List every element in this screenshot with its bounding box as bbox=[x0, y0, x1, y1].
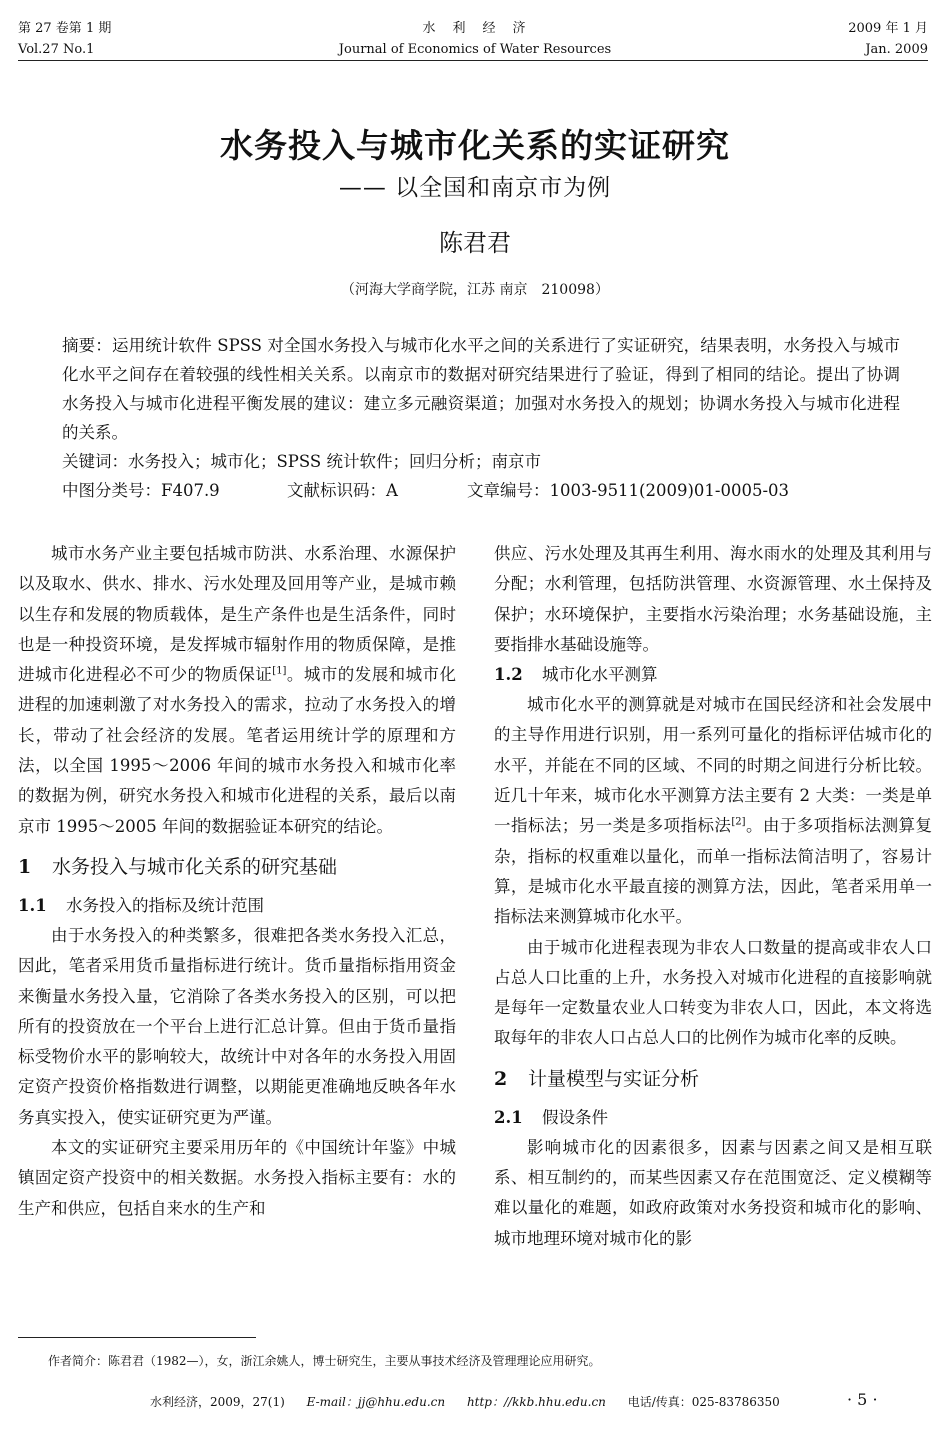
paragraph-text: 城市化水平的测算就是对城市在国民经济和社会发展中的主导作用进行识别，用一系列可量化的指标评估城市化的水平，并能在不同的区域、不同的时期之间进行分析比较。近几十年来，城市化水平测算方法主要有 2 大类：一类是单一指标法；另一类是多项指标法 bbox=[494, 695, 932, 836]
page-number: · 5 · bbox=[847, 1390, 878, 1409]
paragraph: 供应、污水处理及其再生利用、海水雨水的处理及其利用与分配；水利管理，包括防洪管理、水资源管理、水土保持及保护；水环境保护，主要指水污染治理；水务基础设施，主要指排水基础设施等。 bbox=[494, 544, 932, 654]
issue-date-cn: 2009 年 1 月 bbox=[848, 21, 928, 36]
clc-number: 中图分类号：F407.9 bbox=[62, 481, 220, 500]
paper-title: 水务投入与城市化关系的实证研究 bbox=[220, 126, 730, 165]
citation-ref: [2] bbox=[731, 816, 746, 828]
section-title: 计量模型与实证分析 bbox=[528, 1067, 700, 1090]
subsection-heading bbox=[18, 891, 456, 921]
paragraph: 由于城市化进程表现为非农人口数量的提高或非农人口占总人口比重的上升，水务投入对城市化进程的直接影响就是每年一定数量农业人口转变为非农人口，因此，本文将选取每年的非农人口占总人口的比例作为城市化率的反映。 bbox=[494, 937, 932, 1048]
header-rule bbox=[18, 60, 928, 61]
issue-date-en: Jan. 2009 bbox=[865, 42, 928, 57]
paragraph-text: 城市水务产业主要包括城市防洪、水系治理、水源保护以及取水、供水、排水、污水处理及回用等产业，是城市赖以生存和发展的物质载体，是生产条件也是生活条件，同时也是一种投资环境，是发挥城市辐射作用的物质保障，是推进城市化进程必不可少的物质保证 bbox=[18, 544, 456, 685]
section-heading bbox=[494, 1064, 932, 1094]
phone-fax: 电话/传真：025-83786350 bbox=[627, 1395, 780, 1409]
journal-url: http：//kkb.hhu.edu.cn bbox=[466, 1395, 606, 1409]
section-number: 1 bbox=[18, 855, 32, 878]
document-code: 文献标识码：A bbox=[287, 481, 398, 500]
subsection-title: 假设条件 bbox=[542, 1107, 608, 1127]
paper-subtitle: —— 以全国和南京市为例 bbox=[338, 175, 612, 201]
footnote-rule bbox=[18, 1337, 256, 1338]
abstract-text: 摘要：运用统计软件 SPSS 对全国水务投入与城市化水平之间的关系进行了实证研究，结果表明，水务投入与城市化水平之间存在着较强的线性相关关系。以南京市的数据对研究结果进行了验证，得到了相同的结论。提出了协调水务投入与城市化进程平衡发展的建议：建立多元融资渠道；加强对水务投入的规划；协调水务投入与城市化进程的关系。 bbox=[62, 336, 900, 442]
paragraph: 影响城市化的因素很多，因素与因素之间又是相互联系、相互制约的，而某些因素又存在范围宽泛、定义模糊等难以量化的难题，如政府政策对水务投资和城市化的影响、城市地理环境对城市化的影 bbox=[494, 1137, 932, 1248]
subsection-number: 1.1 bbox=[18, 895, 47, 915]
classification-row bbox=[62, 476, 900, 505]
author-name: 陈君君 bbox=[439, 229, 511, 257]
subsection-number: 2.1 bbox=[494, 1107, 523, 1127]
subsection-title: 城市化水平测算 bbox=[542, 665, 658, 685]
email-text: E-mail：jj@hhu.edu.cn bbox=[306, 1395, 446, 1409]
body-left-column bbox=[18, 539, 456, 1224]
subsection-heading bbox=[494, 660, 932, 690]
journal-name-en: Journal of Economics of Water Resources bbox=[338, 42, 612, 57]
page-footer bbox=[150, 1393, 780, 1411]
section-heading bbox=[18, 852, 456, 882]
volume-issue-cn: 第 27 卷第 1 期 bbox=[18, 21, 112, 36]
paragraph: 本文的实证研究主要采用历年的《中国统计年鉴》中城镇固定资产投资中的相关数据。水务投入指标主要有：水的生产和供应，包括自来水的生产和 bbox=[18, 1138, 456, 1218]
abstract-block bbox=[62, 331, 900, 505]
body-right-column bbox=[494, 539, 932, 1254]
volume-issue-en: Vol.27 No.1 bbox=[18, 42, 95, 57]
subsection-title: 水务投入的指标及统计范围 bbox=[66, 895, 264, 915]
citation-line: 水利经济，2009，27(1) bbox=[150, 1395, 285, 1409]
paragraph bbox=[494, 690, 932, 932]
paragraph bbox=[18, 539, 456, 842]
section-number: 2 bbox=[494, 1067, 508, 1090]
subsection-heading bbox=[494, 1103, 932, 1133]
paragraph-text: 。由于多项指标法测算复杂，指标的权重难以量化，而单一指标法简洁明了，容易计算，是城市化水平最直接的测算方法，因此，笔者采用单一指标法来测算城市化水平。 bbox=[494, 816, 932, 927]
author-footnote: 作者简介：陈君君（1982—），女，浙江余姚人，博士研究生，主要从事技术经济及管理理论应用研究。 bbox=[48, 1354, 601, 1368]
journal-name-cn: 水 利 经 济 bbox=[422, 21, 528, 36]
citation-ref: [1] bbox=[272, 665, 287, 677]
article-number: 文章编号：1003-9511(2009)01-0005-03 bbox=[467, 481, 790, 500]
subsection-number: 1.2 bbox=[494, 665, 523, 685]
paragraph: 由于水务投入的种类繁多，很难把各类水务投入汇总，因此，笔者采用货币量指标进行统计。货币量指标指用资金来衡量水务投入量，它消除了各类水务投入的区别，可以把所有的投资放在一个平台上进行汇总计算。但由于货币量指标受物价水平的影响较大，故统计中对各年的水务投入用固定资产投资价格指数进行调整，以期能更准确地反映各年水务真实投入，使实证研究更为严谨。 bbox=[18, 925, 456, 1127]
keywords: 关键词：水务投入；城市化；SPSS 统计软件；回归分析；南京市 bbox=[62, 452, 541, 471]
paragraph-text: 。城市的发展和城市化进程的加速刺激了对水务投入的需求，拉动了水务投入的增长，带动了社会经济的发展。笔者运用统计学的原理和方法，以全国 1995～2006 年间的城市水务投入和城市化率的数据为例，研究水务投入和城市化进程的关系，最后以南京市 1995～2005 年间的数据验证本研究的结论。 bbox=[18, 665, 456, 836]
section-title: 水务投入与城市化关系的研究基础 bbox=[52, 855, 338, 878]
author-affiliation: （河海大学商学院，江苏 南京 210098） bbox=[341, 282, 609, 298]
